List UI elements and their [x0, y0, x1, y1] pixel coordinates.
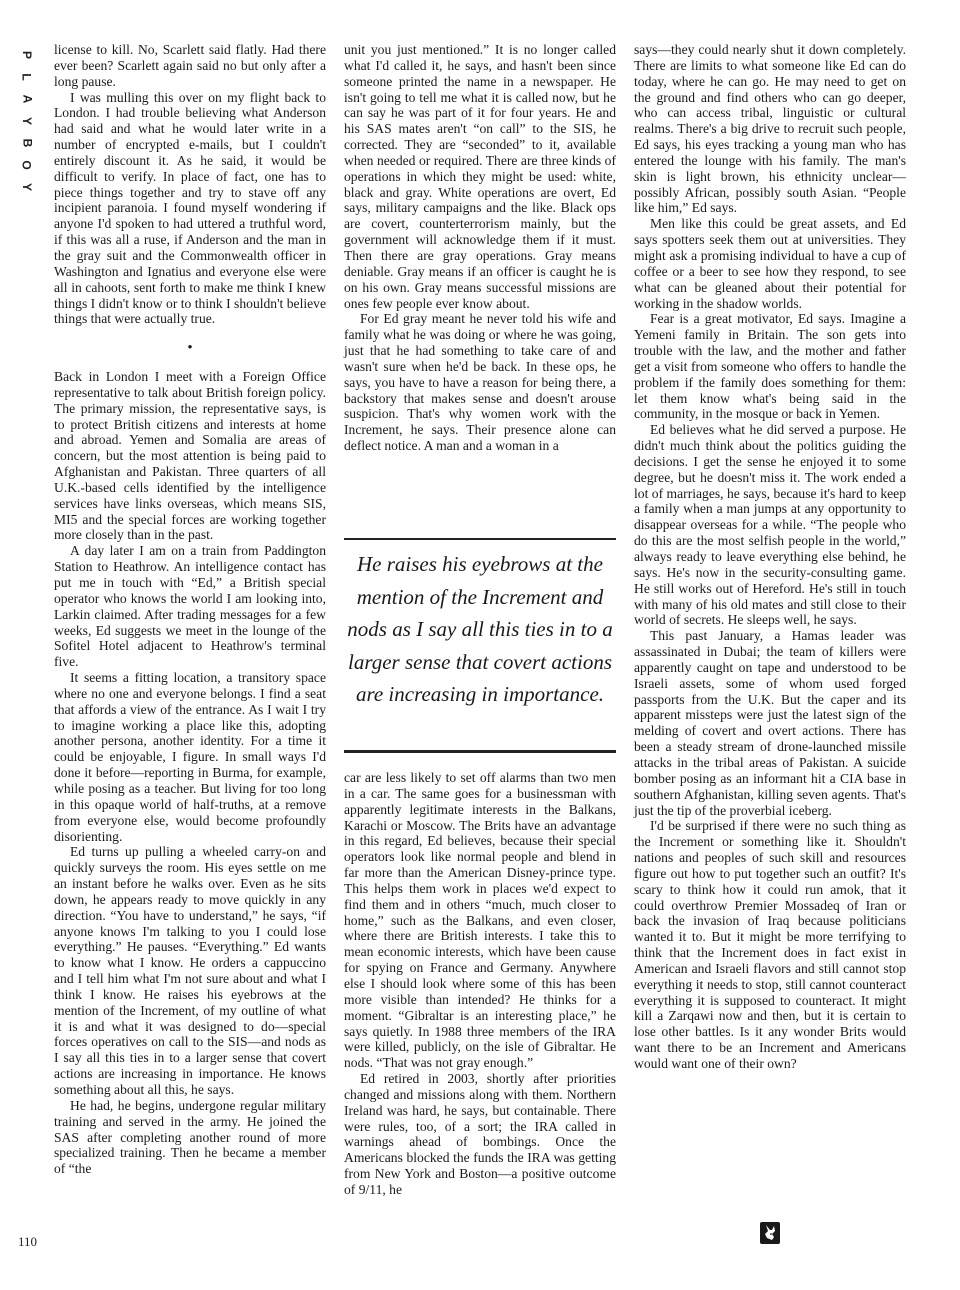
- paragraph: Men like this could be great assets, and Ed says spotters seek them out at universities. They might ask a promising individual to have a cup of coffee or a beer to see how they respond, to see what can be gleaned about their potential for working in the shadow worlds.: [634, 216, 906, 311]
- paragraph: Ed turns up pulling a wheeled carry-on and quickly surveys the room. His eyes settle on me an instant before he walks over. Even as he sits down, he appears ready to move quickly in any direction. “You have to understand,” he says, “if anyone knows I'm talking to you I could lose everything.” He pauses. “Everything.” Ed wants to know what I know. He orders a cappuccino and I tell him what I'm not sure about and what I think I know. He raises his eyebrows at the mention of the Increment, of my outline of what it is and what it was designed to do—special forces operatives on call to the SIS—and nods as I say all this ties in to a larger sense that covert actions are increasing in importance. He knows something about all this, he says.: [54, 844, 326, 1097]
- section-divider: •: [187, 340, 193, 357]
- paragraph: car are less likely to set off alarms than two men in a car. The same goes for a businessman with apparently legitimate interests in the Balkans, Karachi or Moscow. The Brits have an advantage in this regard, Ed believes, because their special operators look like normal people and blend in far more than the American Disney-prince type. This helps them work in places we'd expect to find them and in others “much, much closer to home,” such as the Balkans, and even closer, where there are British interests. I take this to mean economic interests, which have been cause for spying on France and Germany. Anywhere else I should look where some of this has been more visible than intended? He thinks for a moment. “Gibraltar is an interesting place,” he says quietly. In 1988 three members of the IRA were killed, publicly, on the isle of Gibraltar. He nods. “That was not gray enough.”: [344, 770, 616, 1071]
- paragraph: Back in London I meet with a Foreign Office representative to talk about British foreign policy. The primary mission, the representative says, is to protect British citizens and interests at home and abroad. Yemen and Somalia are areas of concern, but the most attention is being paid to Afghanistan and Pakistan. Three quarters of all U.K.-based cells identified by the intelligence services have links overseas, which means SIS, MI5 and the special forces are working together more closely than in the past.: [54, 369, 326, 543]
- brand-letter: A: [19, 94, 34, 104]
- pull-quote-rule-bottom: [344, 750, 616, 753]
- pull-quote-rule-top: [344, 538, 616, 540]
- paragraph: This past January, a Hamas leader was assassinated in Dubai; the team of killers were apparently caught on tape and understood to be Israeli assets, some of whom used forged passports from the U.K. But the caper and its apparent missteps were just the latest sign of the melding of covert and overt actions. There has been a steady stream of drone-launched missile attacks in the tribal areas of Pakistan. A suicide bomber posing as an informant hit a CIA base in southern Afghanistan, killing seven agents. That's just the tip of the proverbial iceberg.: [634, 628, 906, 818]
- paragraph: Ed retired in 2003, shortly after priorities changed and missions along with them. Northern Ireland was hard, he says, but containable. There were rules, too, of a sort; the IRA called in warnings ahead of bombings. Once the Americans blocked the funds the IRA was getting from New York and Boston—a positive outcome of 9/11, he: [344, 1071, 616, 1197]
- paragraph: license to kill. No, Scarlett said flatly. Had there ever been? Scarlett again said no but only after a long pause.: [54, 42, 326, 89]
- article-column-2: [344, 42, 616, 454]
- rabbit-head-logo-icon: [760, 1222, 780, 1244]
- brand-letter: Y: [19, 182, 34, 192]
- paragraph: Ed believes what he did served a purpose. He didn't much think about the politics guiding the decisions. I get the sense he enjoyed it to some degree, but he doesn't miss it. The work ended a lot of marriages, he says, because it's hard to keep a family when a man jumps at any opportunity to disappear overseas for a while. “The people who do this are the most selfish people in the world,” always ready to leave everything else behind, he says. He's now in the security-consulting game. He still works out of Hereford. He's still in touch with many of his old mates and still close to their world of secrets. He sleeps well, he says.: [634, 422, 906, 628]
- paragraph: For Ed gray meant he never told his wife and family what he was doing or where he was going, just that he had something to take care of and wasn't sure when he'd be back. In these ops, he says, you have to have a reason for being there, a backstory that makes sense and doesn't arouse suspicion. That's why women work with the Increment, he says. Their presence alone can deflect notice. A man and a woman in a: [344, 311, 616, 454]
- paragraph: unit you just mentioned.” It is no longer called what I'd called it, he says, and hasn't been since someone printed the name in a newspaper. He isn't going to tell me what it is called now, but he can say he was part of it for four years. He and his SAS mates aren't “on call” to the SIS, he corrected. They are “seconded” to it, available when needed or required. There are three kinds of operations in which they might be used: white, black and gray. White operations are overt, Ed says, military campaigns and the like. Black ops are covert, counterterrorism mainly, but the government will acknowledge them if it must. Then there are gray operations. Gray means deniable. Gray means if an officer is caught he is on his own. Gray means successful missions are ones few people ever know about.: [344, 42, 616, 311]
- brand-letter: B: [19, 138, 34, 148]
- brand-letter: O: [20, 160, 34, 170]
- paragraph: I was mulling this over on my flight back to London. I had trouble believing what Anderson had said and what he would later write in a number of encrypted e-mails, but I couldn't entirely discount it. As he said, it would be difficult to verify. In place of fact, one has to piece things together and try to stave off any incipient paranoia. I found myself wondering if anyone I'd spoken to had uttered a truthful word, if this was all a ruse, if Anderson and the man in the gray suit and the Commonwealth officer in Washington and Ignatius and everyone else were all in cahoots, sent forth to make me think I knew things I didn't know or to think I shouldn't believe things that were actually true.: [54, 89, 326, 327]
- pull-quote-text: He raises his eyebrows at the mention of the Increment and nods as I say all this ties in to a larger sense that covert actions are increasing in importance.: [347, 552, 613, 707]
- paragraph: It seems a fitting location, a transitory space where no one and everyone belongs. I find a seat that affords a view of the entrance. As I wait I try to imagine working a place like this, adopting another persona, another identity. For a time it could be enjoyable, I figure. In small ways I'd done it before—reporting in Burma, for example, while posing as a teacher. But living for too long in this opaque world of half-truths, at a remove from everyone else, would become profoundly disorienting.: [54, 670, 326, 844]
- page-number: 110: [18, 1234, 38, 1249]
- brand-letter: Y: [19, 116, 34, 126]
- paragraph: Fear is a great motivator, Ed says. Imagine a Yemeni family in Britain. The son gets into trouble with the law, and the mother and father get a visit from someone who offers to handle the problem if the family does something for them: let them know what's being said in the community, in the mosque or back in Yemen.: [634, 311, 906, 422]
- article-column-3: [634, 42, 906, 1072]
- paragraph: He had, he begins, undergone regular military training and served in the army. He joined the SAS after completing another round of more specialized training. Then he became a member of “the: [54, 1097, 326, 1177]
- article-column-1: [54, 42, 326, 1177]
- pull-quote: [344, 538, 616, 762]
- paragraph: A day later I am on a train from Paddington Station to Heathrow. An intelligence contact has put me in touch with “Ed,” a British special operator who knows the world I am looking into, Larkin claimed. After trading messages for a few weeks, Ed suggests we meet in the lounge of the Sofitel Hotel adjacent to Heathrow's terminal five.: [54, 543, 326, 670]
- brand-letter: L: [20, 73, 34, 81]
- brand-letter: P: [19, 50, 34, 60]
- paragraph: I'd be surprised if there were no such thing as the Increment or something like it. Shouldn't nations and peoples of such skill and resources figure out how to put together such an outfit? It's scary to think how it could run amok, that it could overthrow Premier Mossadeq of Iran or back the invasion of Iraq because politicians wanted it to. But it might be more terrifying to think that the Increment does in fact exist in American and Israeli flavors and still cannot stop everything it needs to stop, still cannot counteract everything it is supposed to counteract. It might kill a Zarqawi now and then, but it is certain to lose other battles. Is it any wonder Brits would want there to be an Increment and Americans would want one of their own?: [634, 818, 906, 1071]
- paragraph: says—they could nearly shut it down completely. There are limits to what someone like Ed can do today, where he can go. He may need to get on the ground and find others who can go deeper, who can access tribal, linguistic or cultural realms. There's a big drive to recruit such people, Ed says, his eyes tracking a young man who has entered the lounge with his family. The man's skin is light brown, his ethnicity unclear—possibly African, possibly south Asian. “People like him,” Ed says.: [634, 42, 906, 216]
- article-column-2-continued: [344, 770, 616, 1198]
- side-brand: [14, 44, 40, 198]
